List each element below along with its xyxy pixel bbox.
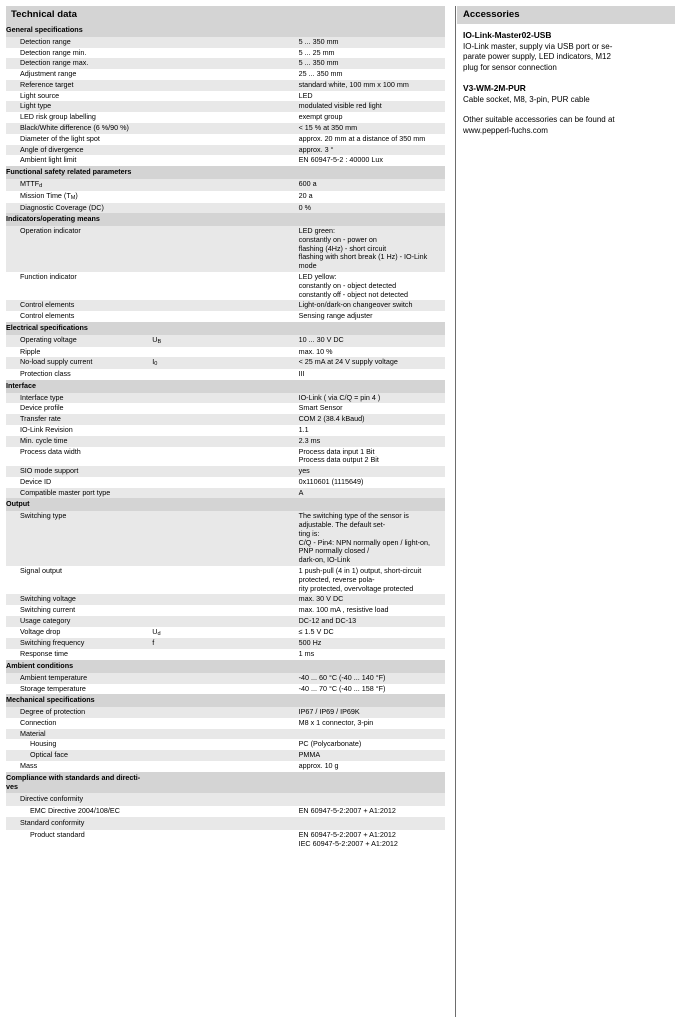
spec-row — [6, 335, 445, 347]
spec-row-label: Response time — [20, 649, 68, 659]
spec-row-symbol — [152, 684, 298, 695]
spec-row-symbol — [152, 272, 298, 300]
spec-row-symbol — [152, 134, 298, 145]
spec-row — [6, 649, 445, 660]
spec-row-label: Switching current — [20, 605, 76, 615]
spec-row-symbol — [152, 191, 298, 203]
spec-row-label: MTTFd — [6, 179, 152, 191]
spec-row — [6, 145, 445, 156]
spec-row-label: Function indicator — [20, 272, 77, 282]
spec-row-value — [299, 793, 445, 806]
spec-row-label: Optical face — [6, 750, 152, 761]
spec-row-label: Housing — [30, 739, 57, 749]
spec-row-symbol — [152, 414, 298, 425]
spec-row-symbol — [152, 179, 298, 191]
spec-row-value: max. 30 V DC — [299, 594, 445, 605]
spec-row-symbol — [152, 739, 298, 750]
spec-row-label: Mass — [20, 761, 38, 771]
spec-row-label: Angle of divergence — [6, 145, 152, 156]
spec-row-label: Switching frequency — [6, 638, 152, 649]
accessories-column — [449, 6, 675, 1017]
spec-row-value: 2.3 ms — [299, 436, 445, 447]
spec-row-value: EN 60947-5-2:2007 + A1:2012 IEC 60947-5-2:2007 + A1:2012 — [298, 829, 398, 848]
spec-row-value: DC-12 and DC-13 — [299, 616, 445, 627]
spec-row-value: IO-Link ( via C/Q = pin 4 ) — [299, 393, 445, 404]
spec-row-value: 600 a — [299, 179, 445, 191]
spec-row-label: Standard conformity — [6, 817, 152, 830]
spec-row-value: approx. 10 g — [298, 761, 339, 771]
spec-row-symbol — [152, 673, 298, 684]
spec-row-value: LED green: constantly on - power on flashing (4Hz) - short circuit flashing with short break (1 Hz) - IO-Link mode — [299, 226, 445, 272]
spec-row-symbol — [152, 403, 298, 414]
spec-row-symbol — [152, 226, 298, 272]
spec-row — [6, 616, 445, 627]
spec-section-header — [6, 380, 445, 393]
spec-row-value: 0 % — [299, 203, 445, 214]
spec-row-value: exempt group — [298, 112, 343, 122]
spec-row-symbol — [152, 48, 298, 59]
spec-row — [6, 179, 445, 191]
spec-row-label: Protection class — [20, 369, 71, 379]
spec-row — [6, 80, 445, 91]
spec-row — [6, 203, 445, 214]
spec-row-symbol — [152, 817, 298, 830]
spec-row-symbol — [152, 145, 298, 156]
spec-row-value: The switching type of the sensor is adjustable. The default set- ting is: C/Q - Pin4: NPN normally open / light-on, PNP normally closed / dark-on, IO-Link — [299, 511, 445, 566]
spec-row-label: Detection range — [6, 37, 152, 48]
spec-row — [6, 134, 445, 145]
accessory-name: V3-WM-2M-PUR — [463, 83, 526, 94]
spec-row — [6, 311, 445, 322]
spec-row-symbol — [152, 123, 298, 134]
technical-data-table — [6, 24, 445, 849]
technical-data-column — [6, 6, 449, 1017]
spec-row-symbol — [152, 369, 298, 380]
spec-section-label: Electrical specifications — [6, 322, 445, 335]
spec-row-label: Mission Time (TM) — [20, 190, 78, 201]
spec-section-header — [6, 166, 445, 179]
spec-row-symbol — [152, 58, 298, 69]
spec-row-value: 1.1 — [298, 425, 309, 435]
spec-row-symbol — [152, 718, 298, 729]
spec-row — [6, 91, 445, 102]
spec-row-label: Degree of protection — [6, 707, 152, 718]
spec-row — [6, 729, 445, 740]
spec-section-label: Compliance with standards and directi- ves — [6, 772, 445, 794]
spec-row-value: 10 ... 30 V DC — [299, 335, 445, 347]
spec-section-header — [6, 660, 445, 673]
spec-row — [6, 48, 445, 59]
spec-row-value — [299, 817, 445, 830]
spec-section-label: Output — [6, 498, 445, 511]
spec-section-header — [6, 772, 445, 794]
spec-row-value: < 15 % at 350 mm — [299, 123, 445, 134]
spec-row — [6, 414, 445, 425]
spec-row-label: Compatible master port type — [6, 488, 152, 499]
spec-row — [6, 566, 445, 594]
spec-row-symbol — [152, 80, 298, 91]
spec-row-value: < 25 mA at 24 V supply voltage — [299, 357, 445, 369]
spec-row-value: 5 ... 350 mm — [299, 58, 445, 69]
spec-row-value: Process data input 1 Bit Process data output 2 Bit — [298, 446, 379, 465]
spec-row-value: PC (Polycarbonate) — [298, 739, 362, 749]
spec-row-label: Signal output — [20, 565, 62, 575]
spec-row — [6, 226, 445, 272]
spec-row — [6, 58, 445, 69]
spec-subsection-row — [6, 817, 445, 830]
spec-row — [6, 605, 445, 616]
accessories-title: Accessories — [457, 6, 675, 24]
spec-row-label: Switching voltage — [6, 594, 152, 605]
spec-row-symbol — [152, 347, 298, 358]
spec-row — [6, 112, 445, 123]
spec-row-value: max. 10 % — [298, 346, 333, 356]
spec-row-label: Ambient light limit — [20, 155, 77, 165]
spec-row-value: Smart Sensor — [298, 403, 343, 413]
spec-row-label: Device profile — [20, 403, 64, 413]
spec-row-symbol — [152, 91, 298, 102]
spec-row — [6, 436, 445, 447]
spec-row-label: Reference target — [6, 80, 152, 91]
spec-row — [6, 272, 445, 300]
spec-row — [6, 403, 445, 414]
spec-row-label: Detection range min. — [20, 47, 87, 57]
spec-row-label: Ripple — [20, 346, 41, 356]
spec-row — [6, 594, 445, 605]
spec-row-symbol — [152, 616, 298, 627]
spec-row — [6, 707, 445, 718]
spec-row — [6, 393, 445, 404]
spec-row-symbol: I0 — [152, 357, 298, 369]
spec-row-value: 20 a — [298, 190, 313, 200]
spec-row-value: yes — [299, 466, 445, 477]
spec-row — [6, 347, 445, 358]
spec-row — [6, 761, 445, 772]
spec-row-symbol — [152, 466, 298, 477]
spec-row — [6, 806, 445, 817]
accessory-description: Cable socket, M8, 3-pin, PUR cable — [463, 95, 590, 104]
spec-row-label: Product standard — [30, 829, 85, 839]
spec-row-label: Usage category — [6, 616, 152, 627]
spec-row-symbol — [152, 37, 298, 48]
spec-row — [6, 684, 445, 695]
spec-row-symbol — [152, 447, 298, 467]
spec-row-symbol — [152, 594, 298, 605]
spec-row-label: Switching type — [6, 511, 152, 566]
spec-section-label: Mechanical specifications — [6, 694, 445, 707]
spec-row-value: -40 ... 60 °C (-40 ... 140 °F) — [299, 673, 445, 684]
spec-row-symbol — [152, 806, 298, 817]
spec-row-label: Light type — [6, 101, 152, 112]
spec-row-value: LED yellow: constantly on - object detected constantly off - object not detected — [298, 272, 408, 299]
spec-row-label: Transfer rate — [6, 414, 152, 425]
spec-row-value: -40 ... 70 °C (-40 ... 158 °F) — [298, 683, 386, 693]
spec-row — [6, 638, 445, 649]
spec-section-label: Functional safety related parameters — [6, 166, 445, 179]
spec-row-label: Interface type — [6, 393, 152, 404]
accessory-description: IO-Link master, supply via USB port or se- parate power supply, LED indicators, M12 plug for sensor connection — [463, 41, 613, 72]
spec-row-label: Storage temperature — [20, 683, 86, 693]
spec-section-label: Ambient conditions — [6, 660, 445, 673]
spec-row-label: Operating voltage — [6, 335, 152, 347]
spec-row-label: Black/White difference (6 %/90 %) — [6, 123, 152, 134]
technical-data-title: Technical data — [6, 6, 445, 24]
spec-row-value: EN 60947-5-2 : 40000 Lux — [298, 155, 383, 165]
spec-row — [6, 155, 445, 166]
spec-row-value: modulated visible red light — [299, 101, 445, 112]
spec-row-symbol — [152, 488, 298, 499]
spec-section-header — [6, 24, 445, 37]
spec-row-value: EN 60947-5-2:2007 + A1:2012 — [298, 806, 396, 816]
spec-row-label: IO-Link Revision — [20, 425, 73, 435]
spec-row-symbol — [152, 203, 298, 214]
spec-section-label: Indicators/operating means — [6, 213, 445, 226]
spec-row-label: Directive conformity — [6, 793, 152, 806]
spec-row — [6, 357, 445, 369]
spec-row-label: Control elements — [6, 300, 152, 311]
spec-row-symbol — [152, 101, 298, 112]
spec-row — [6, 477, 445, 488]
spec-row — [6, 750, 445, 761]
spec-row-symbol — [152, 511, 298, 566]
spec-row-value: max. 100 mA , resistive load — [298, 605, 389, 615]
spec-row-label: SIO mode support — [6, 466, 152, 477]
spec-row-symbol — [152, 793, 298, 806]
spec-row — [6, 69, 445, 80]
spec-row-label: Material — [6, 729, 152, 740]
spec-row-label: Min. cycle time — [6, 436, 152, 447]
spec-row-value: PMMA — [299, 750, 445, 761]
spec-row-label: Connection — [20, 717, 57, 727]
spec-row-symbol — [152, 605, 298, 616]
spec-section-header — [6, 694, 445, 707]
spec-row-symbol — [152, 311, 298, 322]
spec-row — [6, 369, 445, 380]
spec-row — [6, 300, 445, 311]
spec-section-header — [6, 498, 445, 511]
spec-row-symbol — [152, 393, 298, 404]
spec-row-symbol — [152, 300, 298, 311]
spec-row-label: Voltage drop — [20, 626, 61, 636]
spec-row-symbol — [152, 729, 298, 740]
spec-row-value: 25 ... 350 mm — [298, 69, 343, 79]
spec-row-value: 1 ms — [298, 649, 315, 659]
spec-row — [6, 425, 445, 436]
spec-row — [6, 447, 445, 467]
spec-row-value: Light-on/dark-on changeover switch — [299, 300, 445, 311]
spec-row-label: Light source — [20, 90, 60, 100]
spec-row-value: standard white, 100 mm x 100 mm — [299, 80, 445, 91]
spec-row-symbol — [152, 761, 298, 772]
spec-row-label: Process data width — [20, 446, 81, 456]
spec-row — [6, 511, 445, 566]
spec-row — [6, 123, 445, 134]
spec-row-value: IP67 / IP69 / IP69K — [299, 707, 445, 718]
column-divider — [455, 6, 456, 1017]
spec-row — [6, 37, 445, 48]
spec-row — [6, 191, 445, 203]
spec-row-value: ≤ 1.5 V DC — [298, 626, 334, 636]
spec-row-symbol — [152, 830, 298, 850]
spec-row-symbol — [152, 477, 298, 488]
spec-section-label: General specifications — [6, 24, 445, 37]
spec-row-value: 0x110601 (1115649) — [298, 476, 364, 486]
spec-row-value: 500 Hz — [299, 638, 445, 649]
spec-row-symbol — [152, 566, 298, 594]
spec-row-symbol: f — [152, 638, 298, 649]
spec-row-label: Ambient temperature — [6, 673, 152, 684]
spec-row-symbol — [152, 707, 298, 718]
spec-row — [6, 830, 445, 850]
spec-section-header — [6, 213, 445, 226]
spec-row — [6, 739, 445, 750]
spec-row-value: Sensing range adjuster — [298, 311, 373, 321]
spec-row-value: III — [298, 369, 305, 379]
accessories-body — [457, 24, 675, 136]
spec-row-label: Adjustment range — [20, 69, 77, 79]
spec-row-value: approx. 3 ° — [299, 145, 445, 156]
spec-row-symbol — [152, 112, 298, 123]
spec-row-label: LED risk group labelling — [20, 112, 96, 122]
spec-row-symbol: Ud — [152, 626, 161, 637]
spec-row-value: LED — [298, 90, 313, 100]
spec-row-value: approx. 20 mm at a distance of 350 mm — [298, 133, 426, 143]
spec-row — [6, 488, 445, 499]
spec-row-label: Diagnostic Coverage (DC) — [6, 203, 152, 214]
spec-row-label: Operation indicator — [6, 226, 152, 272]
spec-row-symbol — [152, 155, 298, 166]
spec-row-value: COM 2 (38.4 kBaud) — [299, 414, 445, 425]
spec-row-value: A — [299, 488, 445, 499]
spec-row — [6, 627, 445, 639]
spec-row-symbol — [152, 69, 298, 80]
accessories-note: Other suitable accessories can be found at www.pepperl-fuchs.com — [463, 115, 615, 135]
spec-row-label: Detection range max. — [6, 58, 152, 69]
spec-section-header — [6, 322, 445, 335]
accessory-name: IO-Link-Master02-USB — [463, 29, 552, 40]
spec-row — [6, 718, 445, 729]
spec-row-symbol: UB — [152, 335, 298, 347]
spec-row-symbol — [152, 649, 298, 660]
spec-row — [6, 466, 445, 477]
spec-row-symbol — [152, 436, 298, 447]
spec-row-value: M8 x 1 connector, 3-pin — [298, 717, 374, 727]
spec-row-label: No-load supply current — [6, 357, 152, 369]
spec-row-label: Control elements — [20, 311, 75, 321]
spec-row-label: Device ID — [20, 476, 52, 486]
spec-row-label: Diameter of the light spot — [20, 133, 100, 143]
spec-row — [6, 101, 445, 112]
spec-row — [6, 673, 445, 684]
spec-row-value: 5 ... 350 mm — [299, 37, 445, 48]
spec-row-value: 1 push-pull (4 in 1) output, short-circuit protected, reverse pola- rity protected, overvoltage protected — [298, 565, 422, 593]
spec-section-label: Interface — [6, 380, 445, 393]
spec-row-symbol — [152, 425, 298, 436]
spec-row-label: EMC Directive 2004/108/EC — [30, 806, 120, 816]
spec-row-symbol — [152, 750, 298, 761]
spec-subsection-row — [6, 793, 445, 806]
spec-row-value — [299, 729, 445, 740]
spec-row-value: 5 ... 25 mm — [298, 47, 335, 57]
